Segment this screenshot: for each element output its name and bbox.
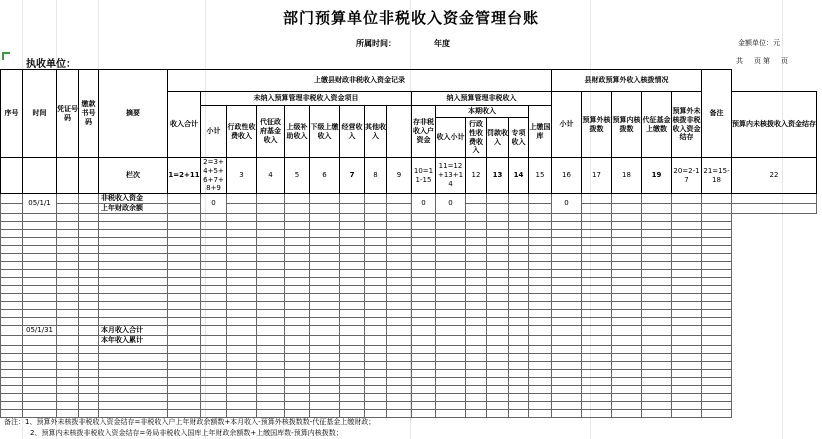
header-county-group: 上缴县财政非税收入资金记录 (168, 70, 552, 92)
column-number: 20=2-17 (672, 158, 702, 194)
header-in-budget-appr: 预算内核拨数 (612, 92, 642, 158)
header-time: 时间 (23, 70, 57, 158)
amount-unit: 金额单位：元 (738, 39, 780, 47)
column-number: 2=3+4+5+6+7+8+9 (201, 158, 227, 194)
header-remarks: 备注 (702, 70, 732, 158)
carryover-deposit: 0 (412, 194, 436, 214)
header-extra-balance: 预算外未核拨非税收入资金结存 (672, 92, 702, 158)
column-number: 19 (642, 158, 672, 194)
header-business-income: 经营收入 (340, 106, 365, 158)
table-row (1, 401, 817, 409)
table-row (1, 238, 817, 246)
column-number: 3 (227, 158, 257, 194)
note-line-2: 2、预算内未核拨非税收入资金结存=务局非税收入国库上年财政余额数+上缴国库数-预算内核拨数； (30, 429, 343, 437)
column-number: 11=12+13+14 (436, 158, 466, 194)
header-county-appropriation: 县财政预算外收入核拨情况 (552, 70, 702, 92)
table-row (1, 409, 817, 417)
ledger-table (0, 69, 817, 418)
year-label: 年度 (434, 39, 450, 48)
note-line-1: 备注：1、预算外未核拨非税收入资金结存=非税收入户上年财政余额数+本月收入-预算外核拨数数-代征基金上缴财政； (4, 418, 376, 426)
header-treasury-payment: 上缴国库 (529, 106, 552, 158)
column-number: 7 (340, 158, 365, 194)
table-row (1, 262, 817, 270)
header-deposit: 存非税收入户资金 (412, 106, 436, 158)
column-number-label: 栏次 (99, 158, 168, 194)
column-number: 12 (466, 158, 487, 194)
carryover-appr-subtotal: 0 (552, 194, 582, 214)
column-number: 9 (387, 158, 412, 194)
table-row (1, 361, 817, 369)
payee-label: 执收单位： (26, 59, 76, 70)
header-summary: 摘要 (99, 70, 168, 158)
header-income-subtotal: 收入小计 (436, 118, 466, 158)
column-number: 21=15-18 (702, 158, 732, 194)
header-not-in-budget: 未纳入预算管理非税收入资金项目 (201, 92, 412, 106)
table-row (1, 204, 817, 214)
column-number: 18 (612, 158, 642, 194)
header-in-balance: 预算内未核拨收入资金结存 (732, 92, 817, 158)
table-row (1, 254, 817, 262)
column-number: 5 (285, 158, 310, 194)
carryover-subtotal: 0 (201, 194, 227, 214)
carryover-label-2: 上年财政余额 (99, 204, 168, 214)
table-row (1, 318, 817, 326)
header-receipt: 缴款书号码 (79, 70, 99, 158)
column-number: 4 (257, 158, 285, 194)
header-seq: 序号 (1, 70, 23, 158)
column-number: 15 (529, 158, 552, 194)
table-row (1, 345, 817, 353)
table-row (1, 377, 817, 385)
header-admin-fee-income: 行政性收费收入 (466, 118, 487, 158)
column-number: 8 (365, 158, 387, 194)
header-voucher: 凭证号码 (57, 70, 79, 158)
period-label: 所属时间： (356, 39, 396, 48)
header-fund-payment: 代征基金上缴数 (642, 92, 672, 158)
carryover-date: 05/1/1 (23, 194, 57, 214)
column-number: 13 (487, 158, 509, 194)
table-row (1, 369, 817, 377)
carryover-income-subtotal: 0 (436, 194, 466, 214)
table-row (1, 326, 817, 336)
table-row (1, 230, 817, 238)
header-in-budget: 纳入预算管理非税收入 (412, 92, 552, 106)
header-current-income: 本期收入 (436, 106, 529, 118)
table-row (1, 278, 817, 286)
header-admin-fee: 行政性收费收入 (227, 106, 257, 158)
header-fine-income: 罚款收入 (487, 118, 509, 158)
header-lower-income: 下级上缴收入 (310, 106, 340, 158)
page-count: 共 页第 页 (736, 57, 790, 65)
column-number: 1=2+11 (168, 158, 201, 194)
header-extra-budget-appr: 预算外核拨数 (582, 92, 612, 158)
cell-cursor-mark (2, 52, 10, 60)
table-row (1, 302, 817, 310)
header-gov-fund: 代征政府基金收入 (257, 106, 285, 158)
table-row (1, 214, 817, 222)
header-income-total: 收入合计 (168, 92, 201, 158)
month-date: 05/1/31 (23, 326, 57, 336)
table-row (1, 353, 817, 361)
year-total-label: 本年收入累计 (99, 335, 168, 345)
table-row (1, 393, 817, 401)
column-number: 22 (732, 158, 817, 194)
carryover-label-1: 非税收入资金 (99, 194, 168, 204)
column-number: 16 (552, 158, 582, 194)
table-row (1, 246, 817, 254)
table-row (1, 335, 817, 345)
column-number: 14 (509, 158, 529, 194)
table-row (1, 194, 817, 204)
header-superior-subsidy: 上级补助收入 (285, 106, 310, 158)
column-number: 6 (310, 158, 340, 194)
table-row (1, 310, 817, 318)
table-row (1, 286, 817, 294)
column-number: 17 (582, 158, 612, 194)
ledger-title: 部门预算单位非税收入资金管理台账 (282, 9, 539, 27)
table-row (1, 385, 817, 393)
column-number: 10=11-15 (412, 158, 436, 194)
month-total-label: 本月收入合计 (99, 326, 168, 336)
header-appr-subtotal: 小计 (552, 92, 582, 158)
table-row (1, 222, 817, 230)
table-row (1, 270, 817, 278)
table-row (1, 294, 817, 302)
header-other-income: 其他收入 (365, 106, 387, 158)
header-subtotal: 小计 (201, 106, 227, 158)
header-special-income: 专项收入 (509, 118, 529, 158)
